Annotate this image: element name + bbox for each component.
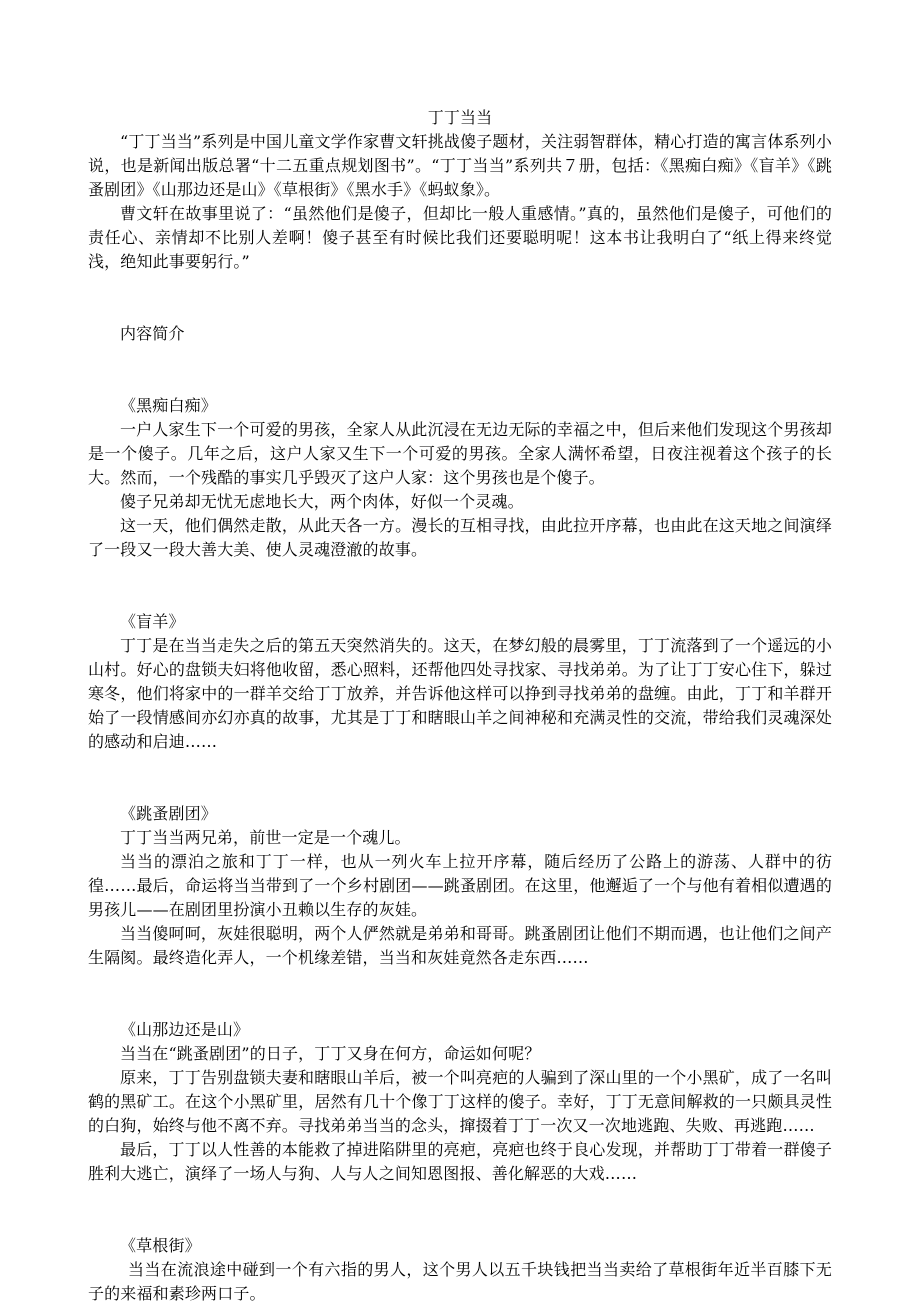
book-paragraph: 当当傻呵呵，灰娃很聪明，两个人俨然就是弟弟和哥哥。跳蚤剧团让他们不期而遇，也让他们之间产生隔阂。最终造化弄人，一个机缘差错，当当和灰娃竟然各走东西…… <box>88 924 832 967</box>
document-body <box>88 106 832 1306</box>
spacer <box>88 970 832 1018</box>
book-paragraph: 这一天，他们偶然走散，从此天各一方。漫长的互相寻找，由此拉开序幕，也由此在这天地之间演绎了一段又一段大善大美、使人灵魂澄澈的故事。 <box>88 516 832 559</box>
intro-paragraph-1: “丁丁当当”系列是中国儿童文学作家曹文轩挑战傻子题材，关注弱智群体，精心打造的寓言体系列小说，也是新闻出版总署“十二五重点规划图书”。“丁丁当当”系列共７册，包括：《黑痴白痴》《盲羊》《跳蚤剧团》《山那边还是山》《草根街》《黑水手》《蚂蚁象》。 <box>88 132 832 199</box>
book-paragraph: 一户人家生下一个可爱的男孩，全家人从此沉浸在无边无际的幸福之中，但后来他们发现这个男孩却是一个傻子。几年之后，这户人家又生下一个可爱的男孩。全家人满怀希望，日夜注视着这个孩子的长大。然而，一个残酷的事实几乎毁灭了这户人家：这个男孩也是个傻子。 <box>88 420 832 487</box>
spacer <box>88 754 832 802</box>
book-paragraph: 原来，丁丁告别盘锁夫妻和瞎眼山羊后，被一个叫亮疤的人骗到了深山里的一个小黑矿，成了一名叫鹤的黑矿工。在这个小黑矿里，居然有几十个像丁丁这样的傻子。幸好，丁丁无意间解救的一只颇具灵性的白狗，始终与他不离不弃。寻找弟弟当当的念头，撺掇着丁丁一次又一次地逃跑、失败、再逃跑…… <box>88 1068 832 1135</box>
book-paragraph: 丁丁当当两兄弟，前世一定是一个魂儿。 <box>120 828 411 847</box>
book-title-mangyang: 《盲羊》 <box>120 612 185 631</box>
document-title: 丁丁当当 <box>427 108 493 127</box>
book-title-tiaozao-jutuan: 《跳蚤剧团》 <box>120 804 217 823</box>
book-paragraph: 当当在流浪途中碰到一个有六指的男人，这个男人以五千块钱把当当卖给了草根街年近半百膝下无子的来福和素珍两口子。 <box>88 1260 832 1303</box>
intro-paragraph-2: 曹文轩在故事里说了：“虽然他们是傻子，但却比一般人重感情。”真的，虽然他们是傻子，可他们的责任心、亲情却不比别人差啊！傻子甚至有时候比我们还要聪明呢！这本书让我明白了“纸上得来终觉浅，绝知此事要躬行。” <box>88 204 832 271</box>
book-paragraph: 当当的漂泊之旅和丁丁一样，也从一列火车上拉开序幕，随后经历了公路上的游荡、人群中的彷徨……最后，命运将当当带到了一个乡村剧团——跳蚤剧团。在这里，他邂逅了一个与他有着相似遭遇的男孩儿——在剧团里扮演小丑赖以生存的灰娃。 <box>88 852 832 919</box>
book-title-caogen-jie: 《草根街》 <box>120 1236 201 1255</box>
spacer <box>88 346 832 394</box>
book-paragraph: 最后，丁丁以人性善的本能救了掉进陷阱里的亮疤，亮疤也终于良心发现，并帮助丁丁带着一群傻子胜利大逃亡，演绎了一场人与狗、人与人之间知恩图报、善化解恶的大戏…… <box>88 1140 832 1183</box>
book-paragraph: 傻子兄弟却无忧无虑地长大，两个肉体，好似一个灵魂。 <box>120 492 524 511</box>
book-title-heichi-baichi: 《黑痴白痴》 <box>120 396 217 415</box>
spacer <box>88 274 832 322</box>
spacer <box>88 1186 832 1234</box>
section-heading: 内容简介 <box>120 324 185 343</box>
spacer <box>88 562 832 610</box>
book-title-shan-nabian: 《山那边还是山》 <box>120 1020 250 1039</box>
book-paragraph: 当当在“跳蚤剧团”的日子，丁丁又身在何方，命运如何呢？ <box>120 1044 541 1063</box>
book-paragraph: 丁丁是在当当走失之后的第五天突然消失的。这天，在梦幻般的晨雾里，丁丁流落到了一个遥远的小山村。好心的盘锁夫妇将他收留，悉心照料，还帮他四处寻找家、寻找弟弟。为了让丁丁安心住下，躲过寒冬，他们将家中的一群羊交给丁丁放养，并告诉他这样可以挣到寻找弟弟的盘缠。由此，丁丁和羊群开始了一段情感间亦幻亦真的故事，尤其是丁丁和瞎眼山羊之间神秘和充满灵性的交流，带给我们灵魂深处的感动和启迪…… <box>88 636 832 751</box>
